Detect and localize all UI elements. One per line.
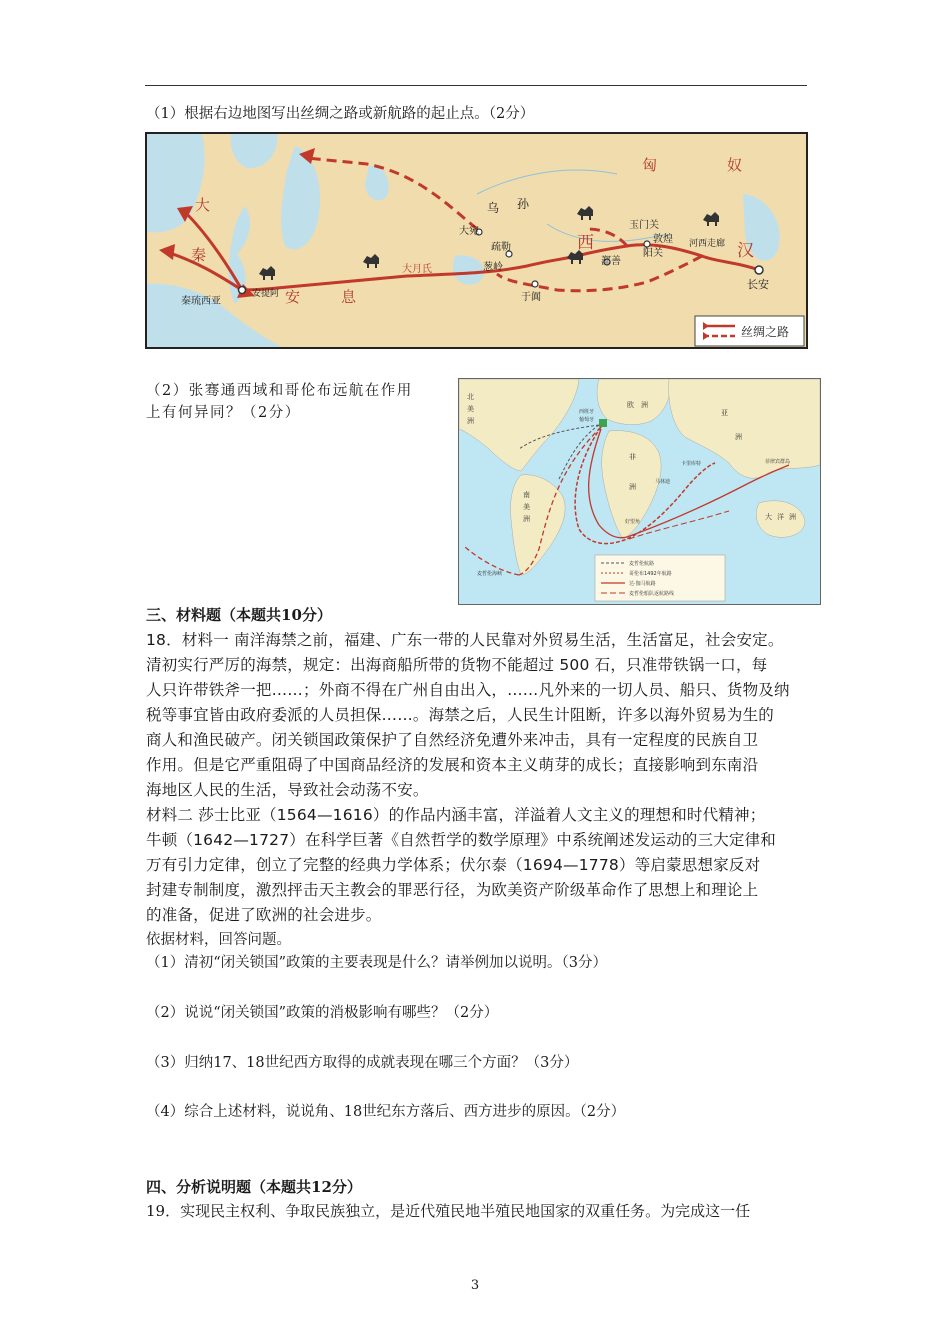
label-magellan-strait: 麦哲伦海峡: [477, 571, 503, 577]
label-oc-2: 洋: [777, 513, 784, 521]
sea-legend-1: 麦哲伦航路: [629, 561, 655, 567]
label-sa-1: 南: [523, 491, 530, 499]
question-19: 19．实现民主权利、争取民族独立，是近代殖民地半殖民地国家的双重任务。为完成这一任: [146, 1202, 751, 1220]
label-na-2: 美: [467, 405, 474, 413]
label-dayuezhi: 大月氏: [402, 264, 432, 275]
label-eu-2: 洲: [641, 401, 648, 409]
label-as-1: 亚: [721, 409, 728, 417]
label-na-3: 洲: [467, 417, 474, 425]
label-yutian: 于阗: [521, 292, 541, 303]
label-dunhuang: 敦煌: [653, 234, 673, 245]
sea-routes-map-graphic: [459, 379, 820, 604]
label-antioch: 安提阿: [252, 289, 280, 299]
section-3-title: 三、材料题（本题共10分）: [146, 606, 332, 624]
label-daqin-city: 秦琉西亚: [181, 296, 221, 307]
label-malindi: 马林迪: [655, 479, 671, 485]
question-1: （1）清初“闭关锁国”政策的主要表现是什么？请举例加以说明。（3分）: [146, 955, 608, 971]
label-portugal: 葡萄牙: [579, 417, 595, 423]
material-1: [146, 628, 790, 803]
silk-road-map: [145, 132, 808, 349]
sea-legend-2: 哥伦布1492年航路: [629, 571, 672, 577]
label-shanshan: 鄯善: [601, 256, 621, 267]
question-3: （3）归纳17、18世纪西方取得的成就表现在哪三个方面？（3分）: [146, 1055, 579, 1071]
label-congling: 葱岭: [483, 262, 503, 273]
header-rule: [145, 85, 807, 86]
silk-road-legend: 丝绸之路: [741, 325, 790, 339]
question-compare-voyages-2: 上有何异同？（2分）: [146, 405, 301, 421]
label-as-2: 洲: [735, 433, 742, 441]
silk-road-map-graphic: [147, 134, 806, 347]
sea-legend-4: 麦哲伦船队返航路线: [629, 591, 675, 597]
material-1-line: 作用。但是它严重阻碍了中国商品经济的发展和资本主义萌芽的成长；直接影响到东南沿: [146, 756, 759, 774]
label-daqin-1: 大: [195, 196, 211, 214]
question-2: （2）说说“闭关锁国”政策的消极影响有哪些？（2分）: [146, 1005, 499, 1021]
label-na-1: 北: [467, 393, 474, 401]
label-spain: 西班牙: [579, 409, 595, 415]
question-compare-voyages-1: （2）张骞通西域和哥伦布远航在作用: [146, 383, 413, 399]
material-2: [146, 803, 776, 928]
material-2-line: 万有引力定律，创立了完整的经典力学体系；伏尔泰（1694—1778）等启蒙思想家反对: [146, 856, 761, 874]
label-changan: 长安: [747, 278, 769, 291]
label-han: 汉: [737, 241, 754, 261]
material-2-line: 封建专制制度，激烈抨击天主教会的罪恶行径，为欧美资产阶级革命作了思想上和理论上: [146, 881, 759, 899]
material-2-line: 材料二 莎士比亚（1564—1616）的作品内涵丰富，洋溢着人文主义的理想和时代精神；: [146, 806, 766, 824]
answer-prompt: 依据材料，回答问题。: [146, 932, 291, 948]
label-dayuan: 大宛: [459, 226, 479, 237]
question-4: （4）综合上述材料，说说角、18世纪东方落后、西方进步的原因。（2分）: [146, 1104, 626, 1120]
label-cape: 好望角: [625, 519, 641, 525]
material-1-line: 商人和渔民破产。闭关锁国政策保护了自然经济免遭外来冲击，具有一定程度的民族自卫: [146, 731, 759, 749]
label-xiongnu-2: 奴: [727, 156, 743, 174]
label-af-2: 洲: [629, 483, 636, 491]
material-1-line: 海地区人民的生活，导致社会动荡不安。: [146, 781, 429, 799]
material-2-line: 牛顿（1642—1727）在科学巨著《自然哲学的数学原理》中系统阐述发运动的三大定律和: [146, 831, 776, 849]
label-daqin-2: 秦: [191, 246, 207, 264]
label-wusun-2: 孙: [517, 197, 530, 211]
label-calicut: 卡里库特: [681, 461, 702, 467]
sea-legend-3: 达·伽马航路: [629, 581, 656, 587]
label-hexi: 河西走廊: [689, 239, 726, 249]
material-1-line: 人只许带铁斧一把……；外商不得在广州自由出入，……凡外来的一切人员、船只、货物及纳: [146, 681, 790, 699]
label-anxi-1: 安: [285, 288, 301, 306]
material-2-line: 的准备，促进了欧洲的社会进步。: [146, 906, 382, 924]
question-map-endpoints: （1）根据右边地图写出丝绸之路或新航路的起止点。（2分）: [146, 106, 535, 122]
label-wusun-1: 乌: [487, 201, 500, 215]
material-1-line: 18．材料一 南洋海禁之前，福建、广东一带的人民靠对外贸易生活，生活富足，社会安定。: [146, 631, 784, 649]
label-yangguan: 阳关: [643, 248, 663, 259]
label-sa-2: 美: [523, 503, 530, 511]
label-af-1: 非: [629, 453, 636, 461]
new-sea-routes-map: [458, 378, 821, 605]
section-4-title: 四、分析说明题（本题共12分）: [146, 1178, 362, 1196]
label-xiongnu-1: 匈: [642, 156, 658, 174]
label-xiyu: 西: [577, 233, 594, 253]
label-philippines: 菲律宾群岛: [765, 459, 791, 465]
material-1-line: 税等事宜皆由政府委派的人员担保……。海禁之后，人民生计阻断，许多以海外贸易为生的: [146, 706, 775, 724]
label-oc-1: 大: [765, 513, 772, 521]
label-eu-1: 欧: [627, 401, 634, 409]
label-shule: 疏勒: [491, 242, 511, 253]
label-oc-3: 洲: [789, 513, 796, 521]
page-number: 3: [470, 1278, 480, 1293]
label-yumenguan: 玉门关: [629, 220, 659, 231]
label-sa-3: 洲: [523, 515, 530, 523]
label-anxi-2: 息: [341, 288, 357, 306]
material-1-line: 清初实行严厉的海禁，规定：出海商船所带的货物不能超过 500 石，只准带铁锅一口，每: [146, 656, 768, 674]
